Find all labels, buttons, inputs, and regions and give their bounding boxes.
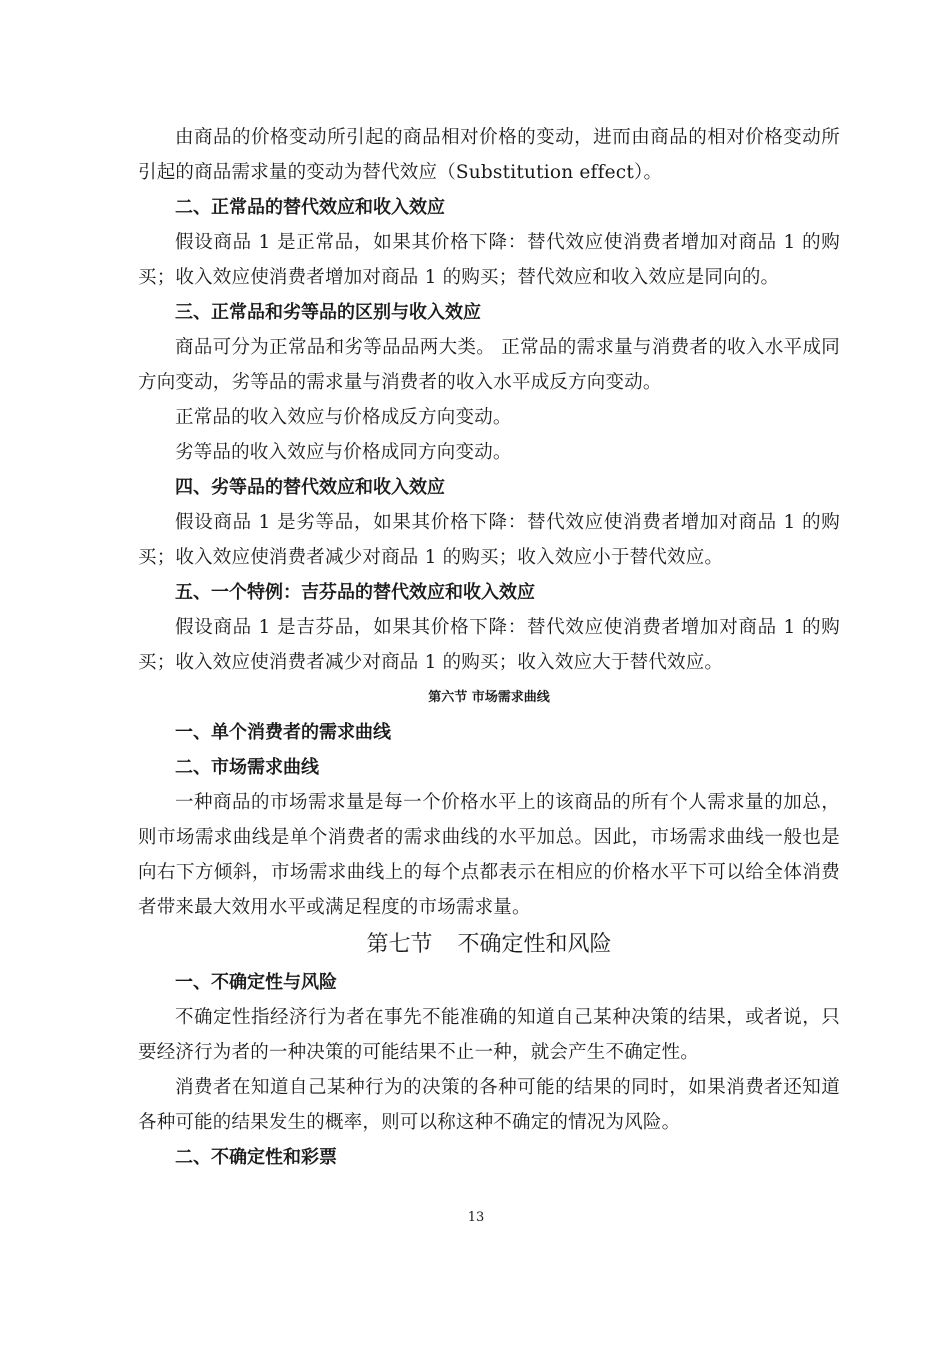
heading-normal-vs-inferior: 三、正常品和劣等品的区别与收入效应 bbox=[175, 302, 481, 323]
paragraph-goods-categories: 商品可分为正常品和劣等品品两大类。 正常品的需求量与消费者的收入水平成同方向变动，劣等品的需求量与消费者的收入水平成反方向变动。 bbox=[138, 337, 840, 393]
paragraph-normal-income-effect: 正常品的收入效应与价格成反方向变动。 bbox=[175, 407, 512, 428]
paragraph-inferior-income-effect: 劣等品的收入效应与价格成同方向变动。 bbox=[175, 442, 512, 463]
paragraph-market-demand: 一种商品的市场需求量是每一个价格水平上的该商品的所有个人需求量的加总，则市场需求曲线是单个消费者的需求曲线的水平加总。因此，市场需求曲线一般也是向右下方倾斜，市场需求曲线上的每个点都表示在相应的价格水平下可以给全体消费者带来最大效用水平或满足程度的市场需求量。 bbox=[138, 792, 840, 918]
paragraph-risk-definition: 消费者在知道自己某种行为的决策的各种可能的结果的同时，如果消费者还知道各种可能的结果发生的概率，则可以称这种不确定的情况为风险。 bbox=[138, 1077, 840, 1133]
paragraph-inferior-goods: 假设商品 1 是劣等品，如果其价格下降：替代效应使消费者增加对商品 1 的购买；收入效应使消费者减少对商品 1 的购买；收入效应小于替代效应。 bbox=[138, 512, 840, 568]
heading-market-demand-curve: 二、市场需求曲线 bbox=[175, 757, 319, 778]
heading-normal-goods-effects: 二、正常品的替代效应和收入效应 bbox=[175, 197, 445, 218]
paragraph-uncertainty-definition: 不确定性指经济行为者在事先不能准确的知道自己某种决策的结果，或者说，只要经济行为者的一种决策的可能结果不止一种，就会产生不确定性。 bbox=[138, 1007, 840, 1063]
heading-inferior-goods-effects: 四、劣等品的替代效应和收入效应 bbox=[175, 477, 445, 498]
paragraph-substitution-effect-definition: 由商品的价格变动所引起的商品相对价格的变动，进而由商品的相对价格变动所引起的商品需求量的变动为替代效应（Substitution effect）。 bbox=[138, 127, 840, 183]
heading-uncertainty-and-lottery: 二、不确定性和彩票 bbox=[175, 1147, 337, 1168]
heading-uncertainty-and-risk: 一、不确定性与风险 bbox=[175, 972, 337, 993]
page-number: 13 bbox=[467, 1210, 485, 1225]
paragraph-giffen-goods: 假设商品 1 是吉芬品，如果其价格下降：替代效应使消费者增加对商品 1 的购买；收入效应使消费者减少对商品 1 的购买；收入效应大于替代效应。 bbox=[138, 617, 840, 673]
heading-individual-demand-curve: 一、单个消费者的需求曲线 bbox=[175, 722, 391, 743]
section-title-market-demand: 第六节 市场需求曲线 bbox=[428, 690, 550, 705]
paragraph-normal-goods: 假设商品 1 是正常品，如果其价格下降：替代效应使消费者增加对商品 1 的购买；收入效应使消费者增加对商品 1 的购买；替代效应和收入效应是同向的。 bbox=[138, 232, 840, 288]
heading-giffen-goods: 五、一个特例：吉芬品的替代效应和收入效应 bbox=[175, 582, 535, 603]
page-content bbox=[138, 120, 840, 1175]
section-title-uncertainty-risk: 第七节 不确定性和风险 bbox=[366, 932, 612, 957]
